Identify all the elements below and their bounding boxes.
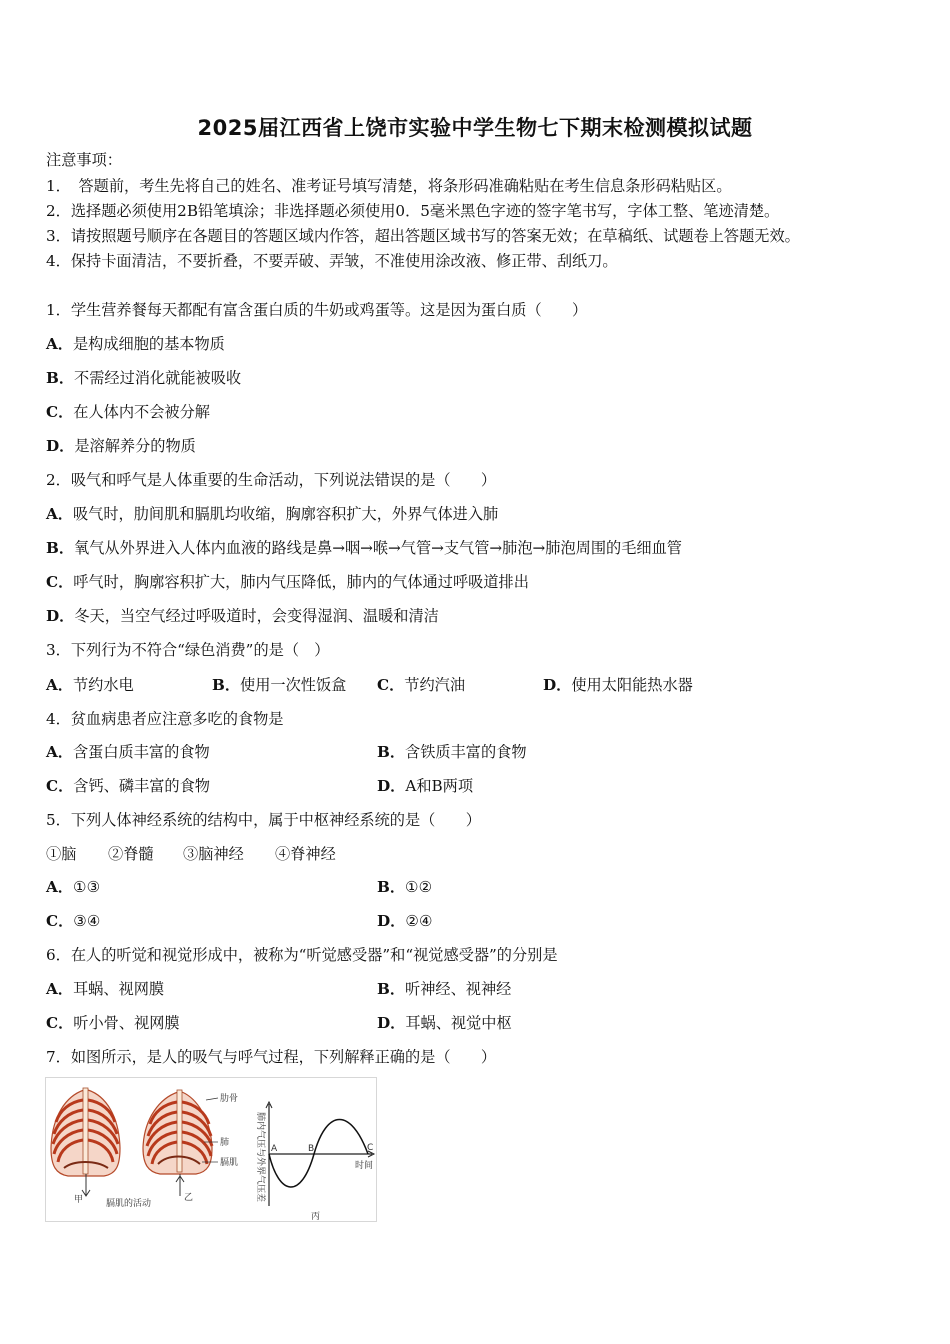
respiration-figure [45, 1077, 377, 1222]
option: B．①② [377, 878, 433, 896]
option: B．使用一次性饭盒 [212, 676, 347, 694]
label-bing: 丙 [311, 1212, 321, 1222]
option: C．节约汽油 [377, 676, 466, 694]
question-stem: 7．如图所示，是人的吸气与呼气过程，下列解释正确的是（ ） [46, 1048, 497, 1066]
caption-activity: 膈肌的活动 [106, 1199, 152, 1209]
option: D．是溶解养分的物质 [46, 437, 196, 455]
option: D．使用太阳能热水器 [543, 676, 693, 694]
option: C．含钙、磷丰富的食物 [46, 777, 210, 795]
option: A．是构成细胞的基本物质 [46, 335, 225, 353]
option: B．氧气从外界进入人体内血液的路线是鼻→咽→喉→气管→支气管→肺泡→肺泡周围的毛细血管 [46, 539, 682, 557]
question-stem: 4．贫血病患者应注意多吃的食物是 [46, 710, 284, 728]
notice-item: 2．选择题必须使用2B铅笔填涂；非选择题必须使用0．5毫米黑色字迹的签字笔书写，字体工整、笔迹清楚。 [46, 202, 780, 220]
list-item: ④脊神经 [275, 845, 336, 863]
option: A．含蛋白质丰富的食物 [46, 743, 210, 761]
option: A．耳蜗、视网膜 [46, 980, 165, 998]
point-a: A [271, 1144, 278, 1154]
graph-xlabel: 时间 [355, 1161, 374, 1171]
option: D．耳蜗、视觉中枢 [377, 1014, 512, 1032]
label-jia: 甲 [74, 1195, 84, 1205]
notice-item: 3．请按照题号顺序在各题目的答题区域内作答，超出答题区域书写的答案无效；在草稿纸、试题卷上答题无效。 [46, 227, 800, 245]
label-yi: 乙 [184, 1193, 194, 1203]
question-stem: 3．下列行为不符合“绿色消费”的是（ ） [46, 641, 330, 659]
page-title: 2025届江西省上饶市实验中学生物七下期末检测模拟试题 [197, 116, 753, 140]
notice-item: 1． 答题前，考生先将自己的姓名、准考证号填写清楚，将条形码准确粘贴在考生信息条形码粘贴区。 [46, 177, 732, 195]
option: C．在人体内不会被分解 [46, 403, 210, 421]
point-b: B [308, 1144, 315, 1154]
option: D．冬天，当空气经过呼吸道时，会变得湿润、温暖和清洁 [46, 607, 439, 625]
question-stem: 6．在人的听觉和视觉形成中，被称为“听觉感受器”和“视觉感受器”的分别是 [46, 946, 558, 964]
label-rib: 肋骨 [220, 1094, 239, 1104]
option: C．听小骨、视网膜 [46, 1014, 180, 1032]
figure-illustration [46, 1078, 378, 1223]
list-item: ①脑 [46, 845, 77, 863]
list-item: ③脑神经 [183, 845, 244, 863]
option: B．不需经过消化就能被吸收 [46, 369, 242, 387]
pressure-graph [266, 1102, 374, 1206]
notice-item: 4．保持卡面清洁，不要折叠，不要弄破、弄皱，不准使用涂改液、修正带、刮纸刀。 [46, 252, 618, 270]
label-lung: 肺 [220, 1138, 230, 1148]
ribcage-jia-icon [51, 1088, 120, 1196]
label-diaphragm: 膈肌 [220, 1158, 239, 1168]
graph-ylabel: 肺内气压与外界气压差 [255, 1112, 265, 1203]
point-c: C [367, 1143, 374, 1153]
option: D．A和B两项 [377, 777, 474, 795]
option: B．听神经、视神经 [377, 980, 512, 998]
option: B．含铁质丰富的食物 [377, 743, 527, 761]
question-stem: 5．下列人体神经系统的结构中，属于中枢神经系统的是（ ） [46, 811, 481, 829]
question-stem: 2．吸气和呼气是人体重要的生命活动，下列说法错误的是（ ） [46, 471, 497, 489]
option: C．呼气时，胸廓容积扩大，肺内气压降低，肺内的气体通过呼吸道排出 [46, 573, 529, 591]
option: C．③④ [46, 912, 101, 930]
list-item: ②脊髓 [108, 845, 154, 863]
option: D．②④ [377, 912, 433, 930]
question-stem: 1．学生营养餐每天都配有富含蛋白质的牛奶或鸡蛋等。这是因为蛋白质（ ） [46, 301, 588, 319]
option: A．吸气时，肋间肌和膈肌均收缩，胸廓容积扩大，外界气体进入肺 [46, 505, 499, 523]
ribcage-yi-icon [143, 1090, 218, 1196]
option: A．①③ [46, 878, 101, 896]
option: A．节约水电 [46, 676, 134, 694]
notice-heading: 注意事项： [46, 151, 122, 169]
